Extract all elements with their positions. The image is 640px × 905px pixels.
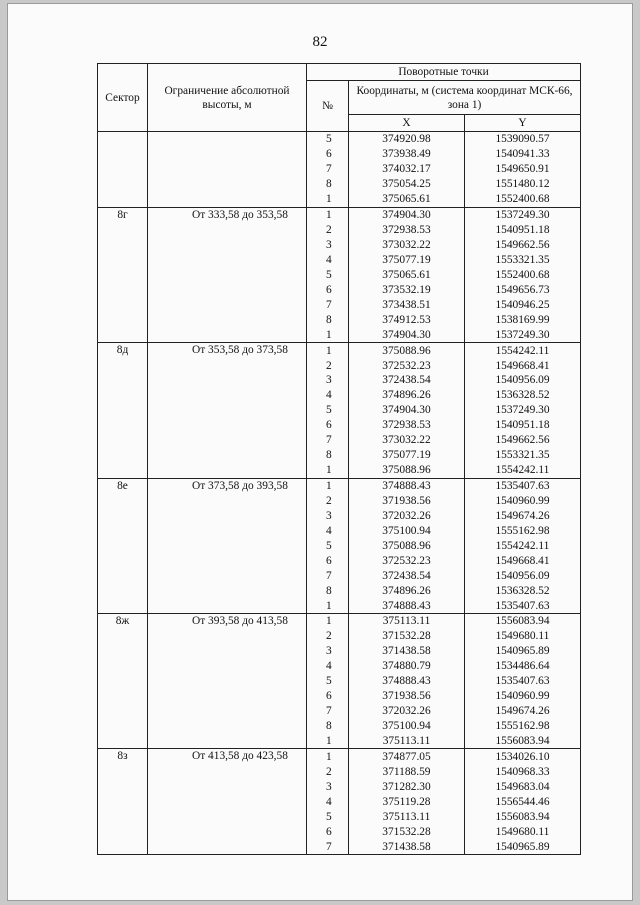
- y-cell: 1556083.94: [465, 734, 581, 749]
- x-cell: 372032.26: [349, 704, 465, 719]
- num-cell: 8: [307, 719, 349, 734]
- y-cell: 1540956.09: [465, 373, 581, 388]
- y-cell: 1555162.98: [465, 719, 581, 734]
- y-cell: 1555162.98: [465, 523, 581, 538]
- x-cell: 375119.28: [349, 794, 465, 809]
- y-cell: 1540951.18: [465, 418, 581, 433]
- y-cell: 1536328.52: [465, 583, 581, 598]
- x-cell: 371938.56: [349, 689, 465, 704]
- y-cell: 1549650.91: [465, 162, 581, 177]
- y-cell: 1549674.26: [465, 508, 581, 523]
- y-cell: 1549680.11: [465, 629, 581, 644]
- limit-cell: От 373,58 до 393,58: [148, 478, 307, 613]
- x-cell: 374904.30: [349, 403, 465, 418]
- x-cell: 374880.79: [349, 659, 465, 674]
- x-cell: 375077.19: [349, 253, 465, 268]
- num-cell: 3: [307, 238, 349, 253]
- header-limit: Ограничение абсолютной высоты, м: [148, 64, 307, 132]
- num-cell: 1: [307, 327, 349, 342]
- y-cell: 1552400.68: [465, 192, 581, 207]
- num-cell: 5: [307, 538, 349, 553]
- y-cell: 1540941.33: [465, 147, 581, 162]
- y-cell: 1540965.89: [465, 839, 581, 854]
- y-cell: 1556083.94: [465, 614, 581, 629]
- table-body: [98, 132, 581, 855]
- num-cell: 6: [307, 689, 349, 704]
- x-cell: 374896.26: [349, 583, 465, 598]
- y-cell: 1540965.89: [465, 644, 581, 659]
- num-cell: 2: [307, 764, 349, 779]
- x-cell: 371282.30: [349, 779, 465, 794]
- y-cell: 1539090.57: [465, 132, 581, 147]
- x-cell: 372532.23: [349, 553, 465, 568]
- num-cell: 2: [307, 629, 349, 644]
- table-row: [98, 132, 581, 147]
- x-cell: 375113.11: [349, 734, 465, 749]
- num-cell: 7: [307, 433, 349, 448]
- x-cell: 374904.30: [349, 207, 465, 222]
- coordinates-table: [97, 63, 581, 855]
- num-cell: 8: [307, 583, 349, 598]
- y-cell: 1534486.64: [465, 659, 581, 674]
- table-row: [98, 749, 581, 764]
- header-sector: Сектор: [98, 64, 148, 132]
- num-cell: 5: [307, 403, 349, 418]
- x-cell: 372032.26: [349, 508, 465, 523]
- num-cell: 6: [307, 418, 349, 433]
- num-cell: 8: [307, 312, 349, 327]
- num-cell: 3: [307, 508, 349, 523]
- y-cell: 1536328.52: [465, 388, 581, 403]
- num-cell: 7: [307, 704, 349, 719]
- x-cell: 375100.94: [349, 719, 465, 734]
- x-cell: 375077.19: [349, 448, 465, 463]
- num-cell: 7: [307, 297, 349, 312]
- num-cell: 3: [307, 373, 349, 388]
- num-cell: 6: [307, 824, 349, 839]
- header-points: Поворотные точки: [307, 64, 581, 81]
- y-cell: 1549680.11: [465, 824, 581, 839]
- num-cell: 7: [307, 839, 349, 854]
- x-cell: 374896.26: [349, 388, 465, 403]
- x-cell: 372438.54: [349, 568, 465, 583]
- y-cell: 1535407.63: [465, 598, 581, 613]
- y-cell: 1553321.35: [465, 253, 581, 268]
- sector-cell: 8д: [98, 343, 148, 478]
- y-cell: 1535407.63: [465, 674, 581, 689]
- x-cell: 375088.96: [349, 343, 465, 358]
- header-coords: Координаты, м (система координат МСК-66, зона 1): [349, 81, 581, 115]
- x-cell: 374912.53: [349, 312, 465, 327]
- y-cell: 1551480.12: [465, 177, 581, 192]
- num-cell: 2: [307, 494, 349, 509]
- y-cell: 1549662.56: [465, 238, 581, 253]
- table-row: [98, 614, 581, 629]
- sector-cell: 8ж: [98, 614, 148, 749]
- document-page: [7, 3, 633, 901]
- num-cell: 6: [307, 147, 349, 162]
- limit-cell: От 413,58 до 423,58: [148, 749, 307, 855]
- num-cell: 8: [307, 448, 349, 463]
- y-cell: 1537249.30: [465, 403, 581, 418]
- x-cell: 373938.49: [349, 147, 465, 162]
- x-cell: 374888.43: [349, 598, 465, 613]
- num-cell: 1: [307, 478, 349, 493]
- num-cell: 4: [307, 253, 349, 268]
- y-cell: 1554242.11: [465, 538, 581, 553]
- num-cell: 5: [307, 132, 349, 147]
- num-cell: 2: [307, 223, 349, 238]
- x-cell: 372938.53: [349, 223, 465, 238]
- y-cell: 1540946.25: [465, 297, 581, 312]
- x-cell: 372938.53: [349, 418, 465, 433]
- num-cell: 4: [307, 523, 349, 538]
- table-row: [98, 207, 581, 222]
- header-y: Y: [465, 115, 581, 132]
- x-cell: 375088.96: [349, 538, 465, 553]
- y-cell: 1540960.99: [465, 689, 581, 704]
- num-cell: 7: [307, 568, 349, 583]
- y-cell: 1549662.56: [465, 433, 581, 448]
- x-cell: 375100.94: [349, 523, 465, 538]
- x-cell: 375065.61: [349, 267, 465, 282]
- y-cell: 1540960.99: [465, 494, 581, 509]
- num-cell: 4: [307, 794, 349, 809]
- num-cell: 4: [307, 388, 349, 403]
- x-cell: 371532.28: [349, 824, 465, 839]
- x-cell: 374920.98: [349, 132, 465, 147]
- num-cell: 3: [307, 779, 349, 794]
- y-cell: 1553321.35: [465, 448, 581, 463]
- header-x: X: [349, 115, 465, 132]
- num-cell: 1: [307, 749, 349, 764]
- sector-cell: [98, 132, 148, 208]
- num-cell: 6: [307, 553, 349, 568]
- y-cell: 1535407.63: [465, 478, 581, 493]
- num-cell: 7: [307, 162, 349, 177]
- page-number: 82: [312, 34, 328, 50]
- num-cell: 5: [307, 267, 349, 282]
- x-cell: 373032.22: [349, 433, 465, 448]
- y-cell: 1549674.26: [465, 704, 581, 719]
- y-cell: 1554242.11: [465, 463, 581, 478]
- limit-cell: От 333,58 до 353,58: [148, 207, 307, 342]
- limit-cell: [148, 132, 307, 208]
- limit-cell: От 393,58 до 413,58: [148, 614, 307, 749]
- x-cell: 373438.51: [349, 297, 465, 312]
- y-cell: 1549668.41: [465, 358, 581, 373]
- num-cell: 3: [307, 644, 349, 659]
- y-cell: 1540956.09: [465, 568, 581, 583]
- x-cell: 371438.58: [349, 644, 465, 659]
- y-cell: 1556544.46: [465, 794, 581, 809]
- num-cell: 6: [307, 282, 349, 297]
- limit-cell: От 353,58 до 373,58: [148, 343, 307, 478]
- x-cell: 374888.43: [349, 478, 465, 493]
- y-cell: 1540968.33: [465, 764, 581, 779]
- num-cell: 4: [307, 659, 349, 674]
- x-cell: 371938.56: [349, 494, 465, 509]
- num-cell: 1: [307, 463, 349, 478]
- y-cell: 1537249.30: [465, 327, 581, 342]
- num-cell: 5: [307, 674, 349, 689]
- y-cell: 1538169.99: [465, 312, 581, 327]
- header-num: №: [307, 81, 349, 132]
- y-cell: 1549668.41: [465, 553, 581, 568]
- x-cell: 372532.23: [349, 358, 465, 373]
- x-cell: 375054.25: [349, 177, 465, 192]
- x-cell: 374888.43: [349, 674, 465, 689]
- x-cell: 374032.17: [349, 162, 465, 177]
- num-cell: 1: [307, 207, 349, 222]
- y-cell: 1549683.04: [465, 779, 581, 794]
- sector-cell: 8з: [98, 749, 148, 855]
- sector-cell: 8е: [98, 478, 148, 613]
- num-cell: 1: [307, 614, 349, 629]
- y-cell: 1534026.10: [465, 749, 581, 764]
- table-row: [98, 343, 581, 358]
- num-cell: 5: [307, 809, 349, 824]
- x-cell: 373032.22: [349, 238, 465, 253]
- x-cell: 375113.11: [349, 809, 465, 824]
- x-cell: 373532.19: [349, 282, 465, 297]
- x-cell: 375065.61: [349, 192, 465, 207]
- num-cell: 2: [307, 358, 349, 373]
- num-cell: 1: [307, 192, 349, 207]
- x-cell: 371438.58: [349, 839, 465, 854]
- y-cell: 1554242.11: [465, 343, 581, 358]
- sector-cell: 8г: [98, 207, 148, 342]
- x-cell: 374877.05: [349, 749, 465, 764]
- x-cell: 371532.28: [349, 629, 465, 644]
- y-cell: 1537249.30: [465, 207, 581, 222]
- y-cell: 1549656.73: [465, 282, 581, 297]
- table-row: [98, 478, 581, 493]
- num-cell: 1: [307, 734, 349, 749]
- num-cell: 1: [307, 343, 349, 358]
- num-cell: 8: [307, 177, 349, 192]
- x-cell: 375113.11: [349, 614, 465, 629]
- x-cell: 371188.59: [349, 764, 465, 779]
- x-cell: 374904.30: [349, 327, 465, 342]
- x-cell: 375088.96: [349, 463, 465, 478]
- num-cell: 1: [307, 598, 349, 613]
- y-cell: 1540951.18: [465, 223, 581, 238]
- x-cell: 372438.54: [349, 373, 465, 388]
- y-cell: 1552400.68: [465, 267, 581, 282]
- y-cell: 1556083.94: [465, 809, 581, 824]
